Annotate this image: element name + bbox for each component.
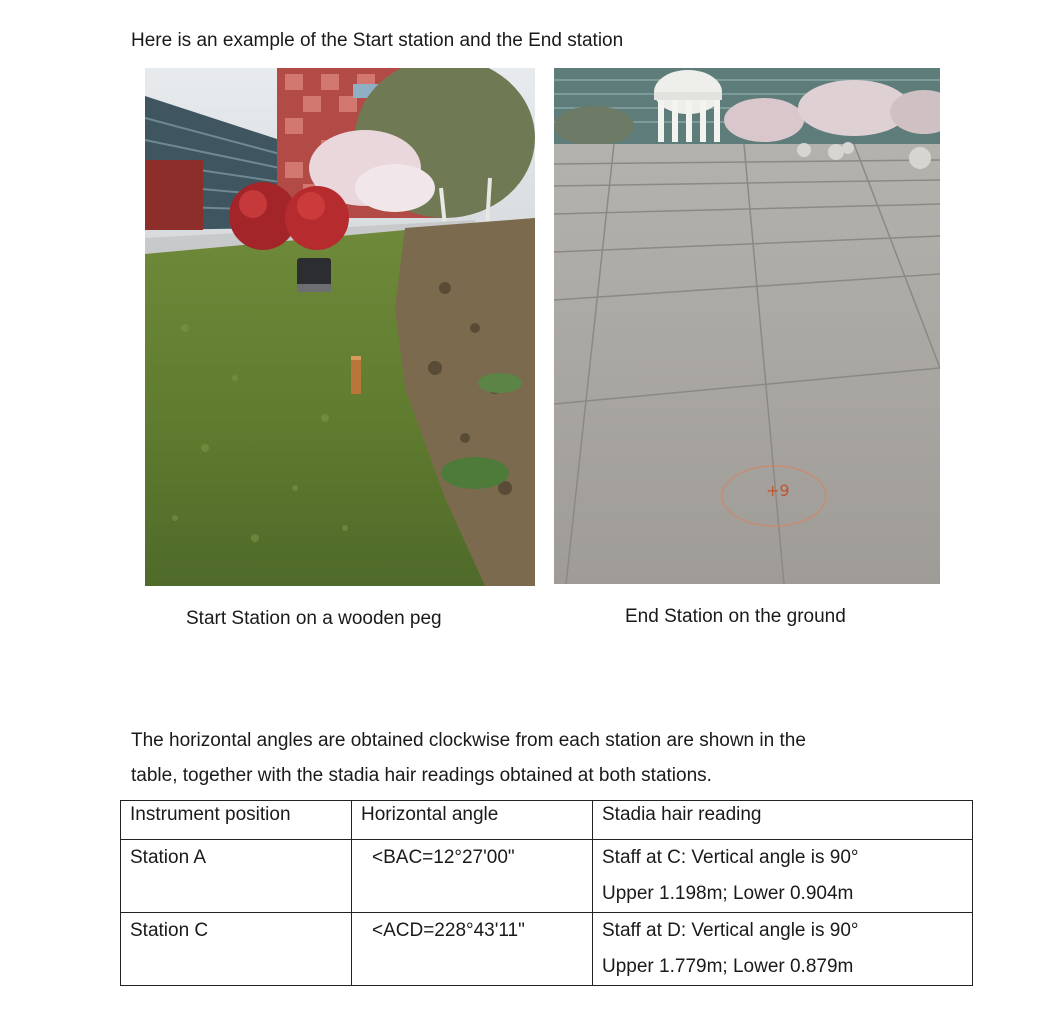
cell-position: Station C: [121, 913, 352, 986]
svg-text:+9: +9: [766, 481, 790, 500]
table-header-row: [121, 801, 973, 840]
cell-reading: [593, 840, 973, 913]
paragraph-line-1: The horizontal angles are obtained clockwise from each station are shown in the: [131, 730, 806, 751]
paragraph-line-2: table, together with the stadia hair readings obtained at both stations.: [131, 765, 712, 786]
end-photo-caption: End Station on the ground: [625, 606, 846, 627]
cell-angle: <BAC=12°27'00": [352, 840, 593, 913]
reading-line-1: Staff at D: Vertical angle is 90°: [602, 920, 859, 941]
table-row: [121, 840, 973, 913]
table-row: [121, 913, 973, 986]
header-instrument-position: Instrument position: [121, 801, 352, 840]
start-photo-caption: Start Station on a wooden peg: [186, 608, 442, 629]
cell-reading: [593, 913, 973, 986]
observations-table: [120, 800, 973, 986]
header-stadia-hair-reading: Stadia hair reading: [593, 801, 973, 840]
intro-text: Here is an example of the Start station and the End station: [131, 30, 624, 51]
header-horizontal-angle: Horizontal angle: [352, 801, 593, 840]
end-station-photo: [554, 68, 940, 584]
start-station-photo: [145, 68, 535, 586]
cell-angle: <ACD=228°43'11": [352, 913, 593, 986]
reading-line-2: Upper 1.198m; Lower 0.904m: [602, 883, 854, 904]
reading-line-1: Staff at C: Vertical angle is 90°: [602, 847, 859, 868]
reading-line-2: Upper 1.779m; Lower 0.879m: [602, 956, 854, 977]
cell-position: Station A: [121, 840, 352, 913]
